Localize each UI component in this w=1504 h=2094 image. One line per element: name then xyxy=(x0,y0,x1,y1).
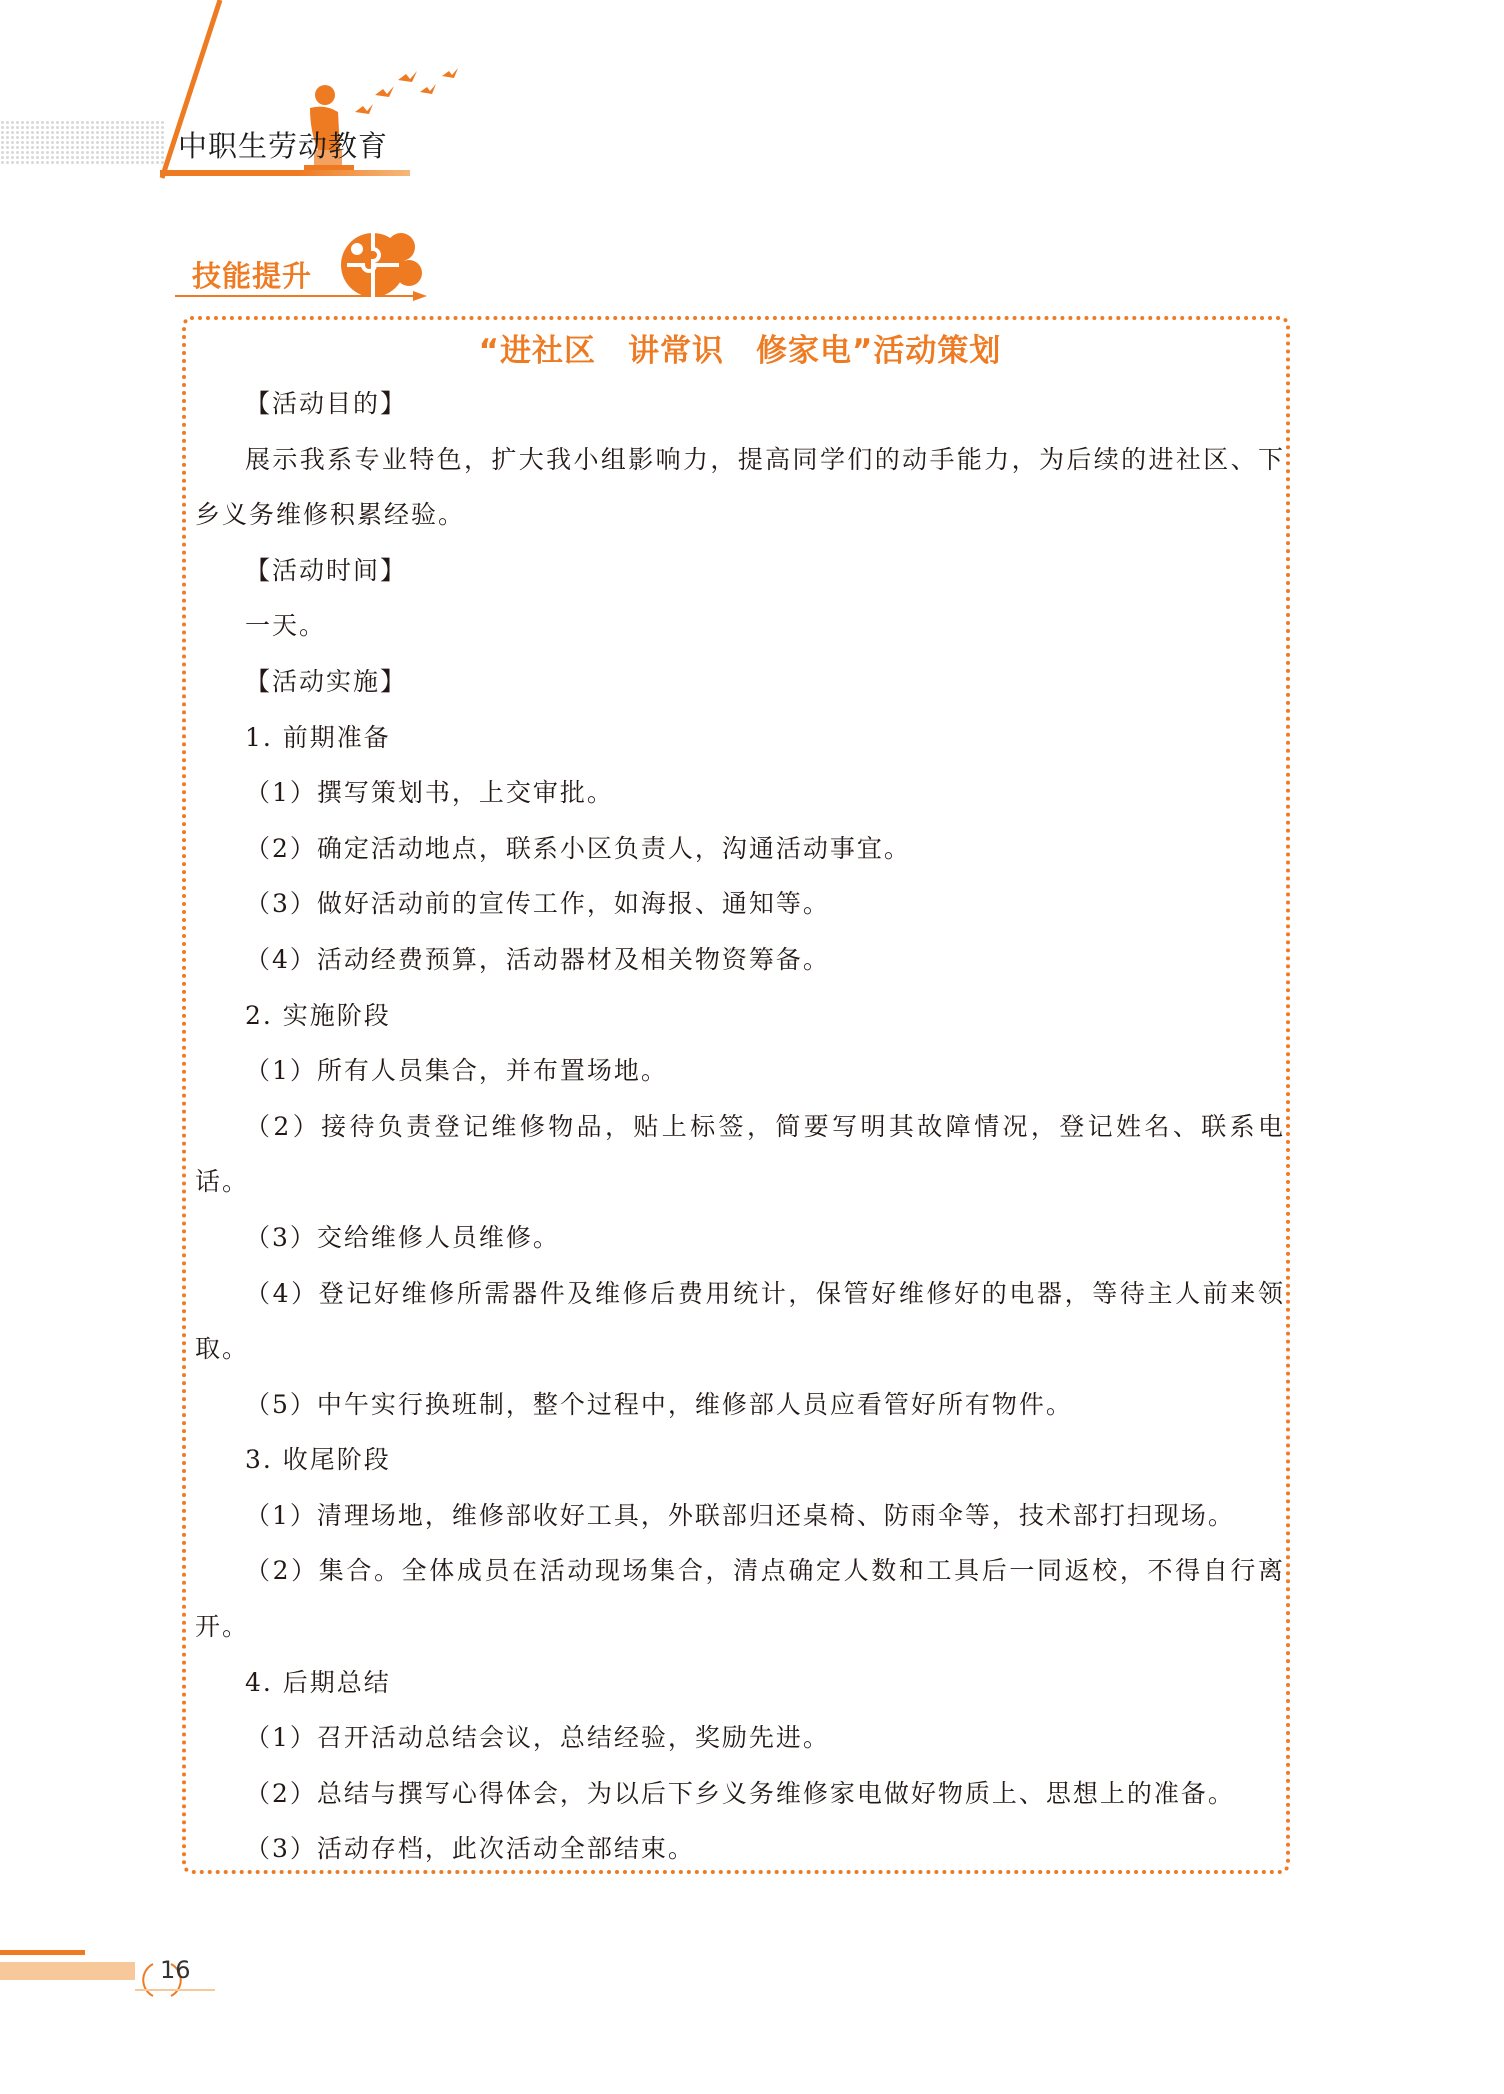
book-title: 中职生劳动教育 xyxy=(178,129,389,163)
plan-paragraph: 展示我系专业特色，扩大我小组影响力，提高同学们的动手能力，为后续的进社区、下乡义务维修积累经验。 xyxy=(195,444,1285,530)
plan-paragraph: （3）活动存档，此次活动全部结束。 xyxy=(245,1834,695,1864)
plan-paragraph: （2）确定活动地点，联系小区负责人，沟通活动事宜。 xyxy=(245,833,911,863)
plan-paragraph: 一天。 xyxy=(245,611,327,641)
footer-bar xyxy=(0,1950,85,1955)
plan-paragraph: 【活动时间】 xyxy=(245,555,408,585)
plan-paragraph: （2）集合。全体成员在活动现场集合，清点确定人数和工具后一同返校，不得自行离开。 xyxy=(195,1556,1285,1642)
plan-paragraph: （1）所有人员集合，并布置场地。 xyxy=(245,1056,668,1086)
plan-paragraph: 2. 实施阶段 xyxy=(245,1000,391,1030)
plan-paragraph: （4）活动经费预算，活动器材及相关物资筹备。 xyxy=(245,944,830,974)
plan-paragraph: 4. 后期总结 xyxy=(245,1667,391,1697)
plan-paragraph: （4）登记好维修所需器件及维修后费用统计，保管好维修好的电器，等待主人前来领取。 xyxy=(195,1278,1285,1364)
header-underline xyxy=(160,170,410,176)
plan-paragraph: （1）撰写策划书，上交审批。 xyxy=(245,778,614,808)
footer-bar-light xyxy=(0,1962,135,1980)
plan-paragraph: （3）交给维修人员维修。 xyxy=(245,1222,560,1252)
plan-paragraph: 3. 收尾阶段 xyxy=(245,1445,391,1475)
page-number: 16 xyxy=(160,1956,191,1984)
plan-body xyxy=(195,376,1285,1877)
plan-paragraph: （1）召开活动总结会议，总结经验，奖励先进。 xyxy=(245,1723,830,1753)
puzzle-icon xyxy=(337,225,429,301)
plan-paragraph: （5）中午实行换班制，整个过程中，维修部人员应看管好所有物件。 xyxy=(245,1389,1073,1419)
plan-paragraph: （3）做好活动前的宣传工作，如海报、通知等。 xyxy=(245,889,830,919)
plan-paragraph: （2）总结与撰写心得体会，为以后下乡义务维修家电做好物质上、思想上的准备。 xyxy=(245,1778,1235,1808)
plan-paragraph: （2）接待负责登记维修物品，贴上标签，简要写明其故障情况，登记姓名、联系电话。 xyxy=(195,1111,1285,1197)
plan-title: “进社区 讲常识 修家电”活动策划 xyxy=(478,333,1002,369)
plan-paragraph: 1. 前期准备 xyxy=(245,722,391,752)
plan-paragraph: 【活动目的】 xyxy=(245,389,408,418)
header-dot-pattern xyxy=(0,120,165,166)
activity-plan xyxy=(195,326,1285,1877)
plan-paragraph: （1）清理场地，维修部收好工具，外联部归还桌椅、防雨伞等，技术部打扫现场。 xyxy=(245,1500,1235,1530)
section-badge: 技能提升 xyxy=(192,259,313,293)
plan-paragraph: 【活动实施】 xyxy=(245,666,408,696)
